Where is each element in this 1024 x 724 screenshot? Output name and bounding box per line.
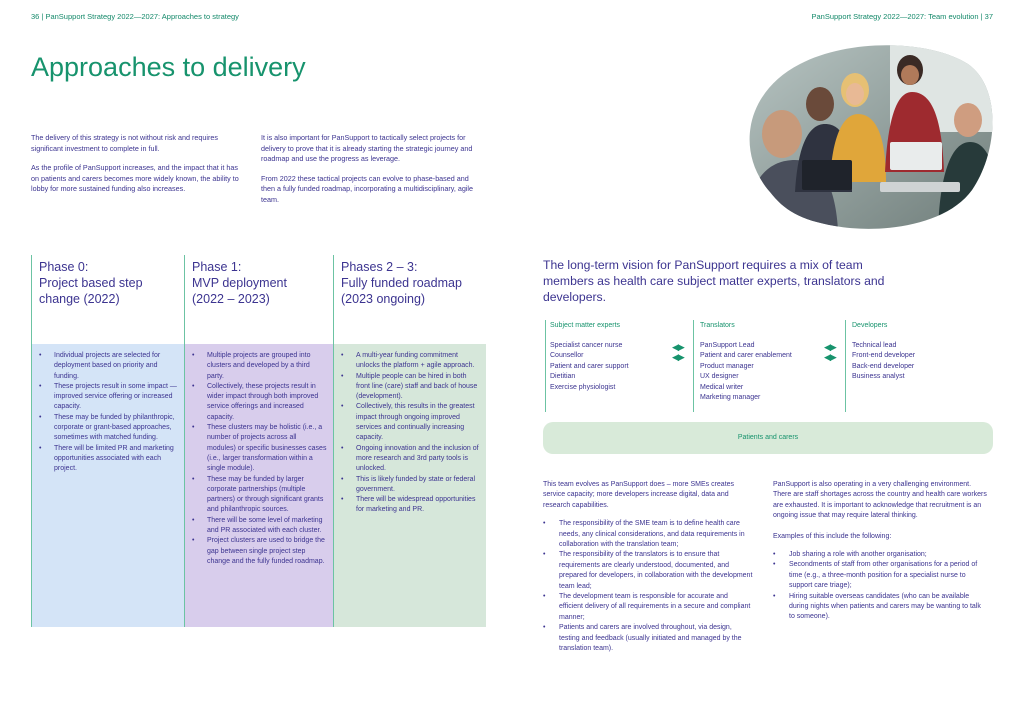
phase-bullet: • Collectively, this results in the greatest impact through ongoing improved services and continually increasing capacity. — [340, 402, 480, 443]
patients-carers-bar: Patients and carers — [543, 422, 993, 454]
phase-1-panel — [184, 255, 333, 627]
double-arrow-icon: ◀▶ ◀▶ — [824, 342, 836, 362]
role-item: Specialist cancer nurse — [550, 342, 623, 349]
team-meeting-photo — [740, 42, 995, 230]
evolution-bullet: • Patients and carers are involved throughout, via design, testing and feedback (usually initiated and managed by the translation team). — [543, 623, 753, 654]
intro-paragraph: It is also important for PanSupport to tactically select projects for delivery to prove that it is already starting the strategic journey and roadmap and use the progress as leverage. — [261, 133, 473, 164]
phase-bullet: • Individual projects are selected for deployment based on priority and funding. — [38, 351, 178, 382]
page-header-left: 36 | PanSupport Strategy 2022—2027: Approaches to strategy — [31, 12, 239, 21]
role-item: PanSupport Lead — [700, 342, 755, 349]
phase-bullet: • These projects result in some impact — improved service offering or increased capacity. — [38, 382, 178, 413]
intro-paragraph: From 2022 these tactical projects can evolve to phase-based and then a fully funded roadmap, incorporating a multidisciplinary, agile team. — [261, 173, 474, 204]
role-item: Patient and carer enablement — [700, 352, 792, 360]
role-item: Dietitian — [550, 373, 576, 381]
column-heading: Translators — [700, 322, 735, 329]
role-item: Front-end developer — [852, 352, 916, 360]
phase-bullet: • Collectively, these projects result in wider impact through both improved service offerings and increased capacity. — [191, 382, 327, 423]
team-column-sme — [550, 322, 680, 393]
examples-label: Examples of this include the following: — [773, 532, 892, 540]
phase-0-panel — [31, 255, 184, 627]
challenge-bullet: • Secondments of staff from other organisations for a period of time (e.g., a three-month position for a specialist nurse to support care triage); — [773, 560, 988, 591]
phase-bullet: • A multi-year funding commitment unlocks the platform + agile approach. — [340, 351, 480, 372]
role-item: Exercise physiologist — [550, 383, 616, 391]
role-item: Counsellor — [550, 352, 584, 360]
column-divider — [545, 320, 546, 412]
phase-title: Phase 0: Project based step change (2022) — [39, 260, 143, 306]
evolution-bullet: • The responsibility of the SME team is to define health care needs, any clinical considerations, and data requirements in collaboration with the translation team; — [543, 519, 753, 550]
phase-body — [185, 344, 333, 627]
phase-title: Phase 1: MVP deployment (2022 – 2023) — [192, 260, 287, 306]
phase-bullet: • There will be widespread opportunities for marketing and PR. — [340, 495, 480, 516]
column-heading: Developers — [852, 322, 888, 329]
role-item: Business analyst — [852, 373, 905, 381]
evolution-bullet: • The responsibility of the translators is to ensure that requirements are clearly understood, documented, and prepared for developers, in collaboration with the development team lead; — [543, 550, 753, 592]
evolution-intro: This team evolves as PanSupport does – more SMEs creates service capacity; more developers increase digital, data and research capabilities. — [543, 481, 735, 509]
role-item: Medical writer — [700, 383, 744, 391]
evolution-bullet: • The development team is responsible for accurate and efficient delivery of all requirements in a secure and compliant manner; — [543, 592, 753, 623]
double-arrow-icon: ◀▶ ◀▶ — [672, 342, 684, 362]
photo-blob — [740, 42, 995, 230]
phase-body — [32, 344, 184, 627]
team-column-translators — [700, 322, 830, 403]
phase-2-3-panel — [333, 255, 486, 627]
phase-bullet: • Multiple projects are grouped into clusters and developed by a third party. — [191, 351, 327, 382]
phase-bullet: • These may be funded by larger corporate partnerships (multiple partners) or through significant grants and philanthropic sources. — [191, 475, 327, 516]
phase-bullet: • There will be some level of marketing and PR associated with each cluster. — [191, 516, 327, 537]
challenges-text — [773, 480, 988, 623]
role-item: Patient and carer support — [550, 362, 629, 370]
phase-body — [334, 344, 486, 627]
challenge-bullet: • Job sharing a role with another organisation; — [773, 550, 988, 560]
phase-bullet: • There will be limited PR and marketing opportunities associated with each project. — [38, 444, 178, 475]
phase-bullet: • Multiple people can be hired in both front line (care) staff and back of house (development). — [340, 372, 480, 403]
intro-column-2 — [261, 133, 481, 215]
role-item: Technical lead — [852, 342, 897, 349]
role-item: Product manager — [700, 362, 754, 370]
challenge-bullet: • Hiring suitable overseas candidates (who can be available during nights when patients and carers may be wanting to talk to someone). — [773, 592, 988, 623]
column-divider — [845, 320, 846, 412]
phase-bullet: • Ongoing innovation and the inclusion of more research and 3rd party tools is unlocked. — [340, 444, 480, 475]
role-item: Back-end developer — [852, 362, 915, 370]
column-divider — [693, 320, 694, 412]
team-column-developers — [852, 322, 982, 383]
role-item: Marketing manager — [700, 394, 761, 402]
column-heading: Subject matter experts — [550, 322, 621, 329]
challenges-intro: PanSupport is also operating in a very challenging environment. There are staff shortages across the country and health care workers are exhausted. It is important to acknowledge that recruitment is an ongoing issue that may require lateral thinking. — [773, 481, 987, 520]
phase-bullet: • These may be funded by philanthropic, corporate or grant-based approaches, sometimes with matched funding. — [38, 413, 178, 444]
phase-title: Phases 2 – 3: Fully funded roadmap (2023 ongoing) — [341, 260, 462, 306]
phase-bullet: • Project clusters are used to bridge the gap between single project step change and the fully funded roadmap. — [191, 536, 327, 567]
role-item: UX designer — [700, 373, 739, 381]
page-header-right: PanSupport Strategy 2022—2027: Team evolution | 37 — [811, 12, 993, 21]
vision-statement: The long-term vision for PanSupport requires a mix of team members as health care subject matter experts, translators and developers. — [543, 258, 885, 304]
team-evolution-text — [543, 480, 753, 655]
intro-column-1 — [31, 133, 246, 204]
phase-bullet: • This is likely funded by state or federal government. — [340, 475, 480, 496]
page-title: Approaches to delivery — [31, 52, 306, 82]
intro-paragraph: As the profile of PanSupport increases, and the impact that it has on patients and carers becomes more widely known, the ability to lobby for more sustained funding also increases. — [31, 163, 239, 194]
intro-paragraph: The delivery of this strategy is not without risk and requires significant investment to complete in full. — [31, 133, 218, 153]
phase-bullet: • These clusters may be holistic (i.e., a number of projects across all modules) or specific businesses cases (i.e., larger transformation within a single module). — [191, 423, 327, 474]
